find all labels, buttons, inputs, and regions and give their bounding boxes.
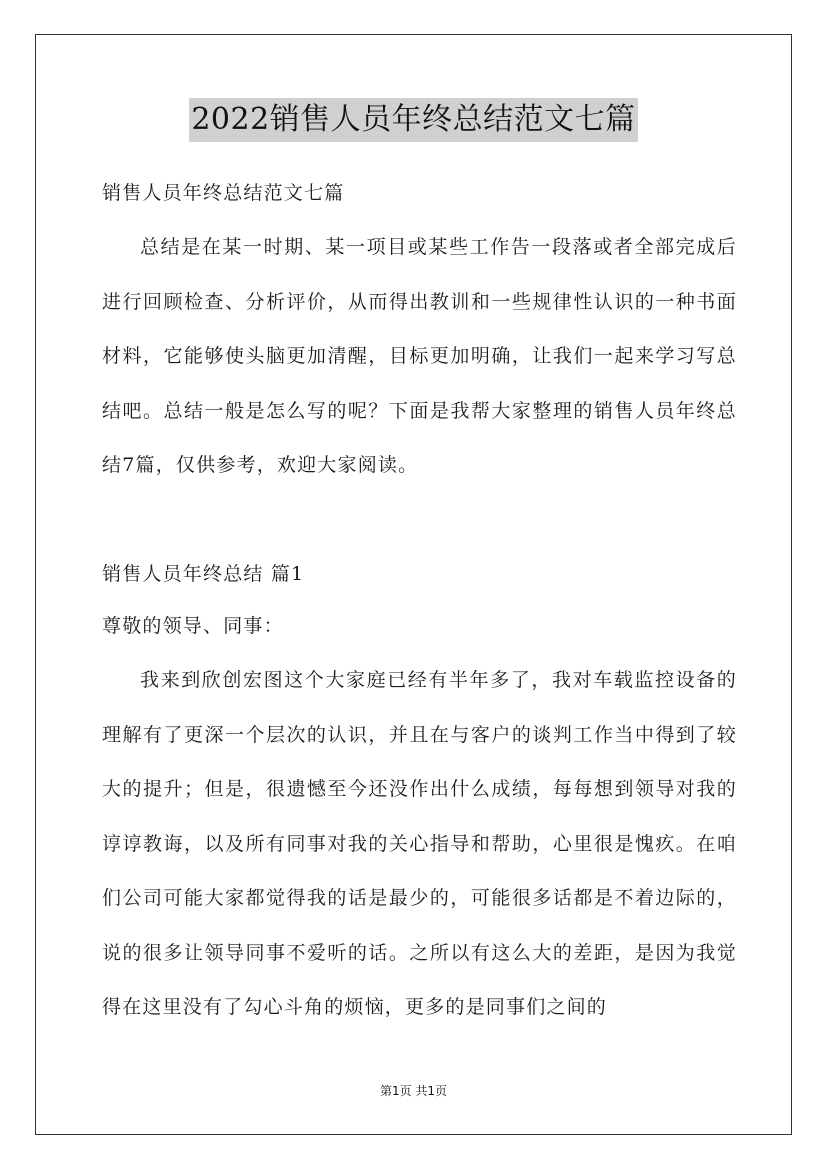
salutation: 尊敬的领导、同事：: [102, 615, 284, 637]
page-number: 第1页 共1页: [379, 1084, 448, 1098]
subtitle-block: [102, 177, 737, 209]
document-title: 2022销售人员年终总结范文七篇: [189, 98, 637, 142]
section-heading: 销售人员年终总结 篇1: [102, 563, 305, 585]
body-block: [102, 653, 737, 1035]
intro-block: [102, 220, 737, 493]
body-paragraph: 我来到欣创宏图这个大家庭已经有半年多了，我对车载监控设备的理解有了更深一个层次的认识，并且在与客户的谈判工作当中得到了较大的提升；但是，很遗憾至今还没作出什么成绩，每每想到领导对我的谆谆教诲，以及所有同事对我的关心指导和帮助，心里很是愧疚。在咱们公司可能大家都觉得我的话是最少的，可能很多话都是不着边际的，说的很多让领导同事不爱听的话。之所以有这么大的差距，是因为我觉得在这里没有了勾心斗角的烦恼，更多的是同事们之间的: [102, 669, 737, 1018]
title-container: [0, 98, 827, 142]
document-subtitle: 销售人员年终总结范文七篇: [102, 182, 345, 204]
page-footer: [0, 1082, 827, 1099]
salutation-block: [102, 610, 737, 642]
intro-paragraph: 总结是在某一时期、某一项目或某些工作告一段落或者全部完成后进行回顾检查、分析评价，从而得出教训和一些规律性认识的一种书面材料，它能够使头脑更加清醒，目标更加明确，让我们一起来学习写总结吧。总结一般是怎么写的呢？下面是我帮大家整理的销售人员年终总结7篇，仅供参考，欢迎大家阅读。: [102, 236, 737, 476]
section-heading-block: [102, 558, 737, 590]
